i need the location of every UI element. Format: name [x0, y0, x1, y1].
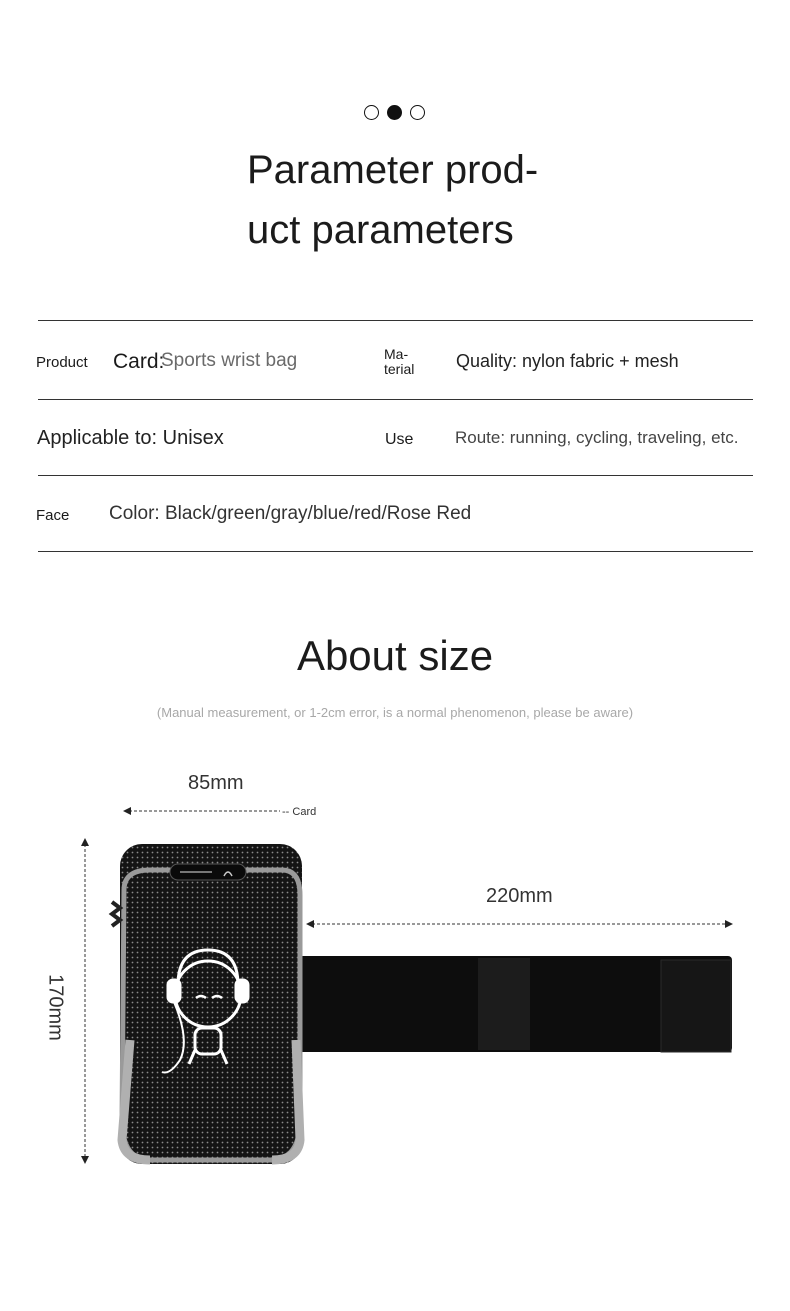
width-label: 85mm [188, 772, 244, 794]
armband-pouch [112, 844, 302, 1164]
card-label: -- Card [282, 806, 317, 818]
carousel-dot[interactable] [410, 105, 425, 120]
table-divider [38, 320, 753, 321]
carousel-dot[interactable] [364, 105, 379, 120]
measurement-note: (Manual measurement, or 1-2cm error, is a normal phenomenon, please be aware) [156, 705, 634, 720]
carousel-dots [364, 105, 425, 120]
row1-value-a: Sports wrist bag [161, 350, 298, 371]
table-divider [38, 399, 753, 400]
strap-length-label: 220mm [486, 885, 553, 907]
armband-diagram [0, 800, 790, 1190]
section-title: About size [296, 632, 494, 679]
carousel-dot-active[interactable] [387, 105, 402, 120]
page-title: Parameter prod- uct parameters [247, 148, 539, 252]
table-divider [38, 551, 753, 552]
row3-label-a: Face [36, 507, 70, 524]
row2-value-a: Applicable to: Unisex [37, 427, 224, 449]
row1-label-b: Ma- terial [384, 346, 415, 377]
row1-label-a: Product [36, 354, 88, 371]
table-divider [38, 475, 753, 476]
armband-strap [295, 956, 732, 1052]
row2-value-b: Route: running, cycling, traveling, etc. [455, 428, 739, 447]
row1-value-b: Quality: nylon fabric + mesh [456, 351, 679, 371]
row2-label-b: Use [385, 431, 414, 448]
row3-value-a: Color: Black/green/gray/blue/red/Rose Red [109, 503, 472, 524]
row1-value-prefix: Card: [113, 350, 165, 373]
height-label: 170mm [44, 974, 67, 1041]
